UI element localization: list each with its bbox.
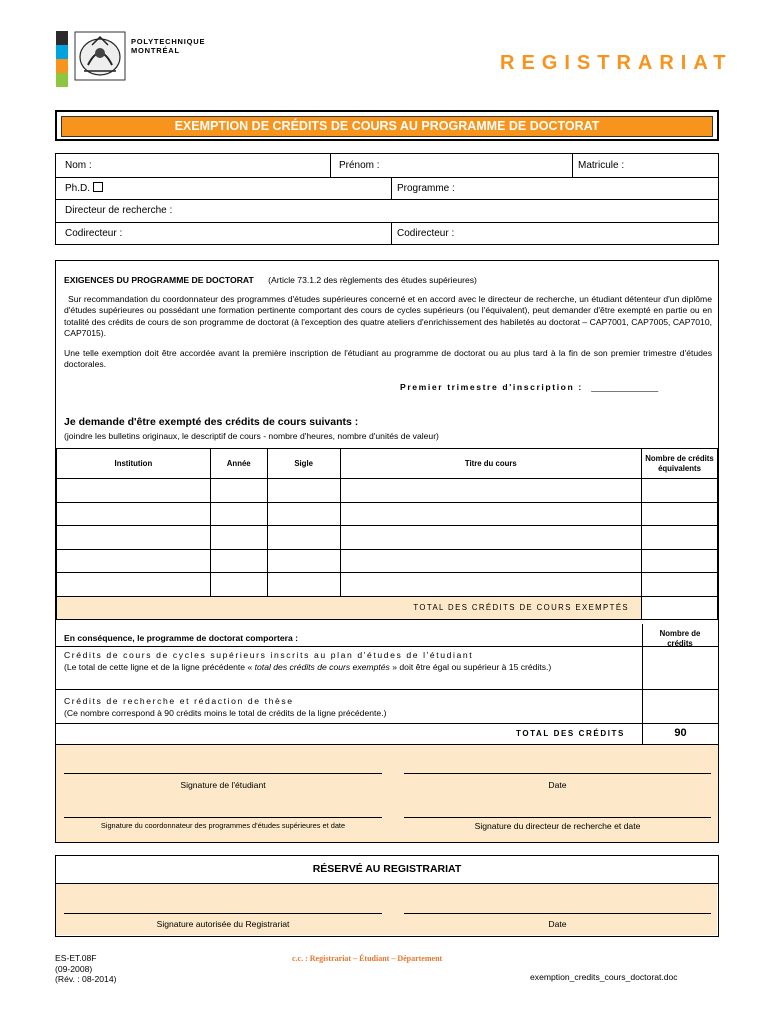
programme-field[interactable]: Programme : — [397, 183, 455, 194]
line2-credits-input[interactable] — [643, 690, 718, 723]
matricule-field[interactable]: Matricule : — [578, 160, 625, 171]
reserve-section — [55, 855, 719, 937]
logo — [56, 31, 206, 89]
identity-section — [55, 153, 719, 245]
nom-field[interactable]: Nom : — [65, 160, 92, 171]
table-cell[interactable] — [267, 526, 340, 550]
logo-line1: POLYTECHNIQUE — [131, 37, 206, 46]
signatures-area — [56, 745, 718, 842]
signature-directeur[interactable]: Signature du directeur de recherche et date — [474, 821, 641, 831]
col-institution: Institution — [57, 449, 211, 479]
demande-heading: Je demande d'être exempté des crédits de cours suivants : — [64, 416, 359, 428]
premier-trimestre-input[interactable]: ______________ — [591, 382, 659, 392]
table-cell[interactable] — [57, 502, 211, 526]
form-title-box — [55, 110, 719, 141]
table-cell[interactable] — [340, 502, 641, 526]
table-row — [57, 526, 718, 550]
signature-etudiant[interactable]: Signature de l'étudiant — [180, 780, 266, 790]
table-cell[interactable] — [57, 479, 211, 503]
line2-title: Crédits de recherche et rédaction de thèse — [64, 696, 294, 706]
prenom-field[interactable]: Prénom : — [339, 160, 380, 171]
line1-credits-input[interactable] — [643, 647, 718, 689]
consequence-credits-col: Nombre de crédits — [659, 629, 701, 648]
table-cell[interactable] — [210, 479, 267, 503]
col-nombre-credits: Nombre de crédits équivalents — [642, 449, 718, 479]
line1-note-em: total des crédits de cours exemptés — [254, 662, 390, 672]
form-title: EXEMPTION DE CRÉDITS DE COURS AU PROGRAMME DE DOCTORAT — [61, 116, 713, 137]
logo-bar-3 — [56, 59, 68, 73]
table-cell[interactable] — [267, 502, 340, 526]
table-cell[interactable] — [267, 573, 340, 597]
total-exemptes-label: TOTAL DES CRÉDITS DE COURS EXEMPTÉS — [57, 596, 642, 620]
table-cell[interactable] — [340, 549, 641, 573]
courses-table — [56, 448, 718, 620]
logo-bar-1 — [56, 31, 68, 45]
premier-trimestre-label: Premier trimestre d'inscription : — [400, 382, 583, 392]
date-etudiant[interactable]: Date — [548, 780, 567, 790]
col-sigle: Sigle — [267, 449, 340, 479]
phd-field — [65, 182, 103, 194]
table-cell[interactable] — [340, 479, 641, 503]
exigences-paragraph-1: Sur recommandation du coordonnateur des programmes d'études supérieures concerné et en accord avec le directeur de recherche, un étudiant détenteur d'un diplôme d'études supérieures ou possédant une formation pertinente comportant des cours de cycles supérieurs (ou l'équivalent), peut demander d'être exempté en partie ou en totalité des crédits de cours de son programme de doctorat (à l'exception des quatre ateliers d'enrichissement des habiletés au doctorat – CAP7001, CAP7005, CAP7010, CAP7015). — [64, 294, 712, 339]
exigences-heading-row — [64, 270, 477, 288]
table-cell[interactable] — [210, 549, 267, 573]
codirecteur-field-2[interactable]: Codirecteur : — [397, 228, 455, 239]
registrariat-heading: REGISTRARIAT — [500, 52, 733, 74]
table-cell[interactable] — [210, 573, 267, 597]
table-row — [57, 573, 718, 597]
line1-note — [64, 662, 620, 673]
table-cell[interactable] — [210, 502, 267, 526]
premier-trimestre-row — [400, 382, 658, 392]
logo-line2: MONTRÉAL — [131, 46, 180, 55]
form-code-1: ES-ET.08F — [55, 953, 97, 963]
table-cell[interactable] — [267, 549, 340, 573]
total-credits-label: TOTAL DES CRÉDITS — [516, 729, 625, 738]
line1-title: Crédits de cours de cycles supérieurs inscrits au plan d'études de l'étudiant — [64, 650, 474, 660]
reserve-signature-area — [56, 884, 717, 935]
codirecteur-field-1[interactable]: Codirecteur : — [65, 228, 123, 239]
table-cell[interactable] — [642, 549, 718, 573]
form-code — [55, 953, 116, 985]
line1-note-b: » doit être égal ou supérieur à 15 crédits.) — [389, 662, 552, 672]
phd-checkbox[interactable] — [93, 182, 103, 192]
signature-coordonnateur[interactable]: Signature du coordonnateur des programmes d'études supérieures et date — [100, 821, 346, 830]
table-cell[interactable] — [340, 526, 641, 550]
col-annee: Année — [210, 449, 267, 479]
requirements-section — [55, 260, 719, 843]
col-titre: Titre du cours — [340, 449, 641, 479]
cc-line: c.c. : Registrariat – Étudiant – Département — [292, 954, 443, 963]
table-cell[interactable] — [642, 502, 718, 526]
table-cell[interactable] — [57, 573, 211, 597]
table-cell[interactable] — [57, 549, 211, 573]
table-cell[interactable] — [642, 573, 718, 597]
table-cell[interactable] — [642, 479, 718, 503]
filename: exemption_credits_cours_doctorat.doc — [530, 972, 678, 982]
table-cell[interactable] — [642, 526, 718, 550]
table-cell[interactable] — [340, 573, 641, 597]
exigences-paragraph-2: Une telle exemption doit être accordée avant la première inscription de l'étudiant au programme de doctorat ou au plus tard à la fin de son premier trimestre d'études doctorales. — [64, 348, 712, 370]
table-cell[interactable] — [267, 479, 340, 503]
logo-bar-2 — [56, 45, 68, 59]
form-code-2: (09-2008) — [55, 963, 93, 974]
table-row — [57, 549, 718, 573]
form-code-3: (Rév. : 08-2014) — [55, 974, 117, 984]
table-row — [57, 479, 718, 503]
table-cell[interactable] — [210, 526, 267, 550]
total-exemptes-input[interactable] — [642, 596, 718, 620]
date-registrariat[interactable]: Date — [548, 919, 567, 929]
table-cell[interactable] — [57, 526, 211, 550]
demande-subheading: (joindre les bulletins originaux, le descriptif de cours - nombre d'heures, nombre d'unités de valeur) — [64, 431, 439, 441]
logo-bar-4 — [56, 73, 68, 87]
exigences-heading: EXIGENCES DU PROGRAMME DE DOCTORAT — [64, 275, 254, 285]
phd-label: Ph.D. — [65, 183, 91, 194]
exigences-reference: (Article 73.1.2 des règlements des études supérieures) — [268, 275, 477, 285]
table-row — [57, 502, 718, 526]
line1-note-a: (Le total de cette ligne et de la ligne précédente « — [64, 662, 255, 672]
line2-note: (Ce nombre correspond à 90 crédits moins le total de crédits de la ligne précédente.) — [64, 708, 387, 718]
seal-icon — [74, 31, 126, 81]
signature-registrariat[interactable]: Signature autorisée du Registrariat — [156, 919, 290, 929]
reserve-heading: RÉSERVÉ AU REGISTRARIAT — [312, 863, 462, 875]
total-credits-value: 90 — [674, 727, 687, 739]
consequence-heading: En conséquence, le programme de doctorat comportera : — [64, 633, 298, 643]
directeur-field[interactable]: Directeur de recherche : — [65, 205, 173, 216]
